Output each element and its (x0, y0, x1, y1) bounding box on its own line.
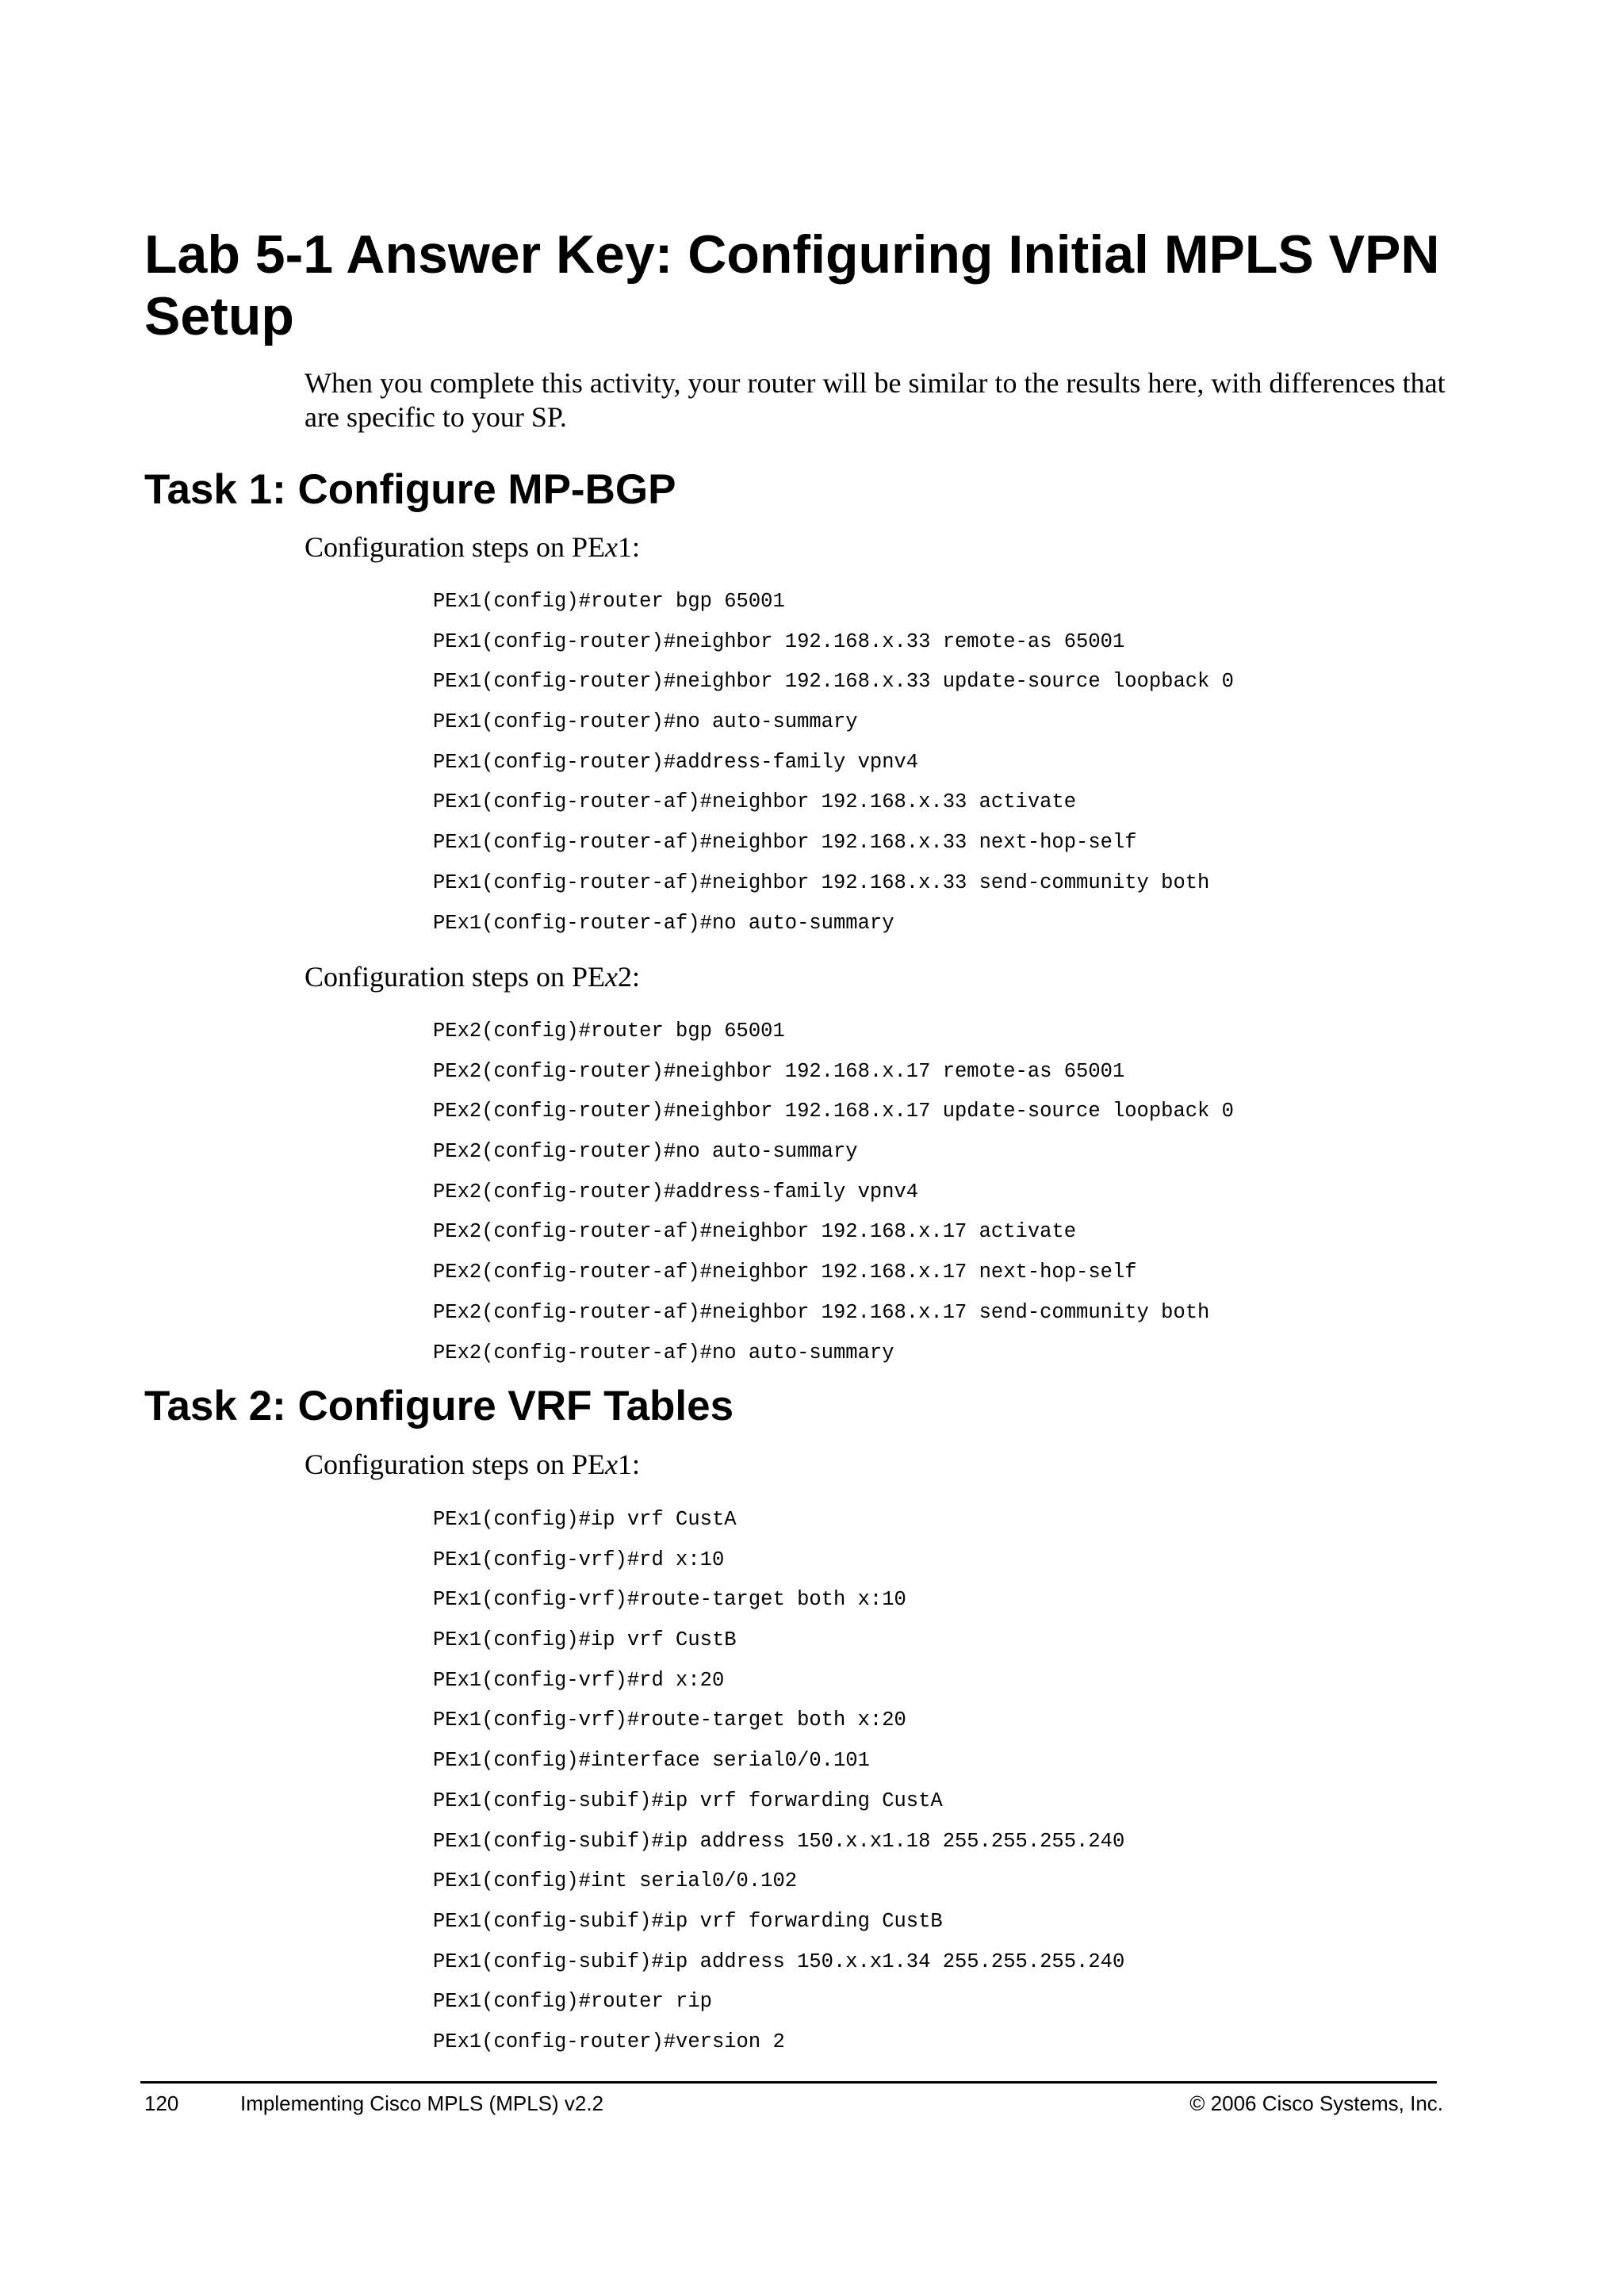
config-line: PEx1(config-router)#neighbor 192.168.x.33 update-source loopback 0 (433, 670, 1234, 694)
task2-pex1-config (433, 1500, 1124, 2063)
config-line: PEx1(config)#interface serial0/0.101 (433, 1749, 870, 1773)
config-line: PEx1(config-router-af)#neighbor 192.168.x.33 send-community both (433, 871, 1210, 894)
page-title: Lab 5-1 Answer Key: Configuring Initial MPLS VPN Setup (144, 224, 1440, 346)
config-line: PEx2(config-router-af)#neighbor 192.168.x.17 send-community both (433, 1300, 1210, 1324)
task2-pex1-steps-label: Configuration steps on PEx1: (304, 1448, 640, 1480)
config-line: PEx1(config-vrf)#route-target both x:10 (433, 1588, 906, 1612)
config-line: PEx1(config-router-af)#no auto-summary (433, 911, 894, 935)
config-line: PEx1(config-subif)#ip vrf forwarding CustA (433, 1789, 943, 1812)
config-line: PEx2(config-router-af)#neighbor 192.168.x.17 activate (433, 1220, 1077, 1244)
config-line: PEx1(config)#ip vrf CustA (433, 1508, 737, 1531)
footer-page-number: 120 (144, 2091, 179, 2115)
config-line: PEx1(config-router-af)#neighbor 192.168.x.33 activate (433, 790, 1077, 814)
config-line: PEx1(config-vrf)#rd x:10 (433, 1548, 725, 1571)
intro-paragraph: When you complete this activity, your router will be similar to the results here, with differences that are specific to your SP. (304, 367, 1446, 433)
task1-pex2-steps-label: Configuration steps on PEx2: (304, 961, 640, 993)
footer-course-title: Implementing Cisco MPLS (MPLS) v2.2 (240, 2091, 604, 2115)
config-line: PEx2(config-router-af)#no auto-summary (433, 1341, 894, 1364)
task1-pex2-config (433, 1012, 1234, 1373)
config-line: PEx1(config)#router bgp 65001 (433, 590, 785, 613)
config-line: PEx1(config-router)#version 2 (433, 2030, 785, 2053)
task2-heading: Task 2: Configure VRF Tables (144, 1383, 734, 1429)
config-line: PEx1(config-subif)#ip address 150.x.x1.18 255.255.255.240 (433, 1829, 1125, 1853)
config-line: PEx1(config)#router rip (433, 1990, 712, 2014)
config-line: PEx1(config-router)#neighbor 192.168.x.33 remote-as 65001 (433, 629, 1125, 653)
config-line: PEx2(config)#router bgp 65001 (433, 1020, 785, 1043)
config-line: PEx1(config-subif)#ip address 150.x.x1.34 255.255.255.240 (433, 1950, 1125, 1973)
config-line: PEx1(config)#int serial0/0.102 (433, 1869, 798, 1893)
config-line: PEx1(config-router)#no auto-summary (433, 710, 858, 734)
footer-divider (140, 2081, 1437, 2084)
config-line: PEx1(config-vrf)#rd x:20 (433, 1668, 725, 1692)
config-line: PEx1(config)#ip vrf CustB (433, 1628, 737, 1652)
config-line: PEx1(config-router)#address-family vpnv4 (433, 750, 919, 774)
config-line: PEx2(config-router)#neighbor 192.168.x.17 remote-as 65001 (433, 1059, 1125, 1083)
footer-copyright: © 2006 Cisco Systems, Inc. (1189, 2091, 1443, 2115)
config-line: PEx1(config-vrf)#route-target both x:20 (433, 1709, 906, 1732)
config-line: PEx1(config-subif)#ip vrf forwarding CustB (433, 1909, 943, 1933)
config-line: PEx1(config-router-af)#neighbor 192.168.x.33 next-hop-self (433, 831, 1137, 855)
config-line: PEx2(config-router)#no auto-summary (433, 1140, 858, 1164)
task1-pex1-config (433, 582, 1234, 943)
config-line: PEx2(config-router)#neighbor 192.168.x.17 update-source loopback 0 (433, 1100, 1234, 1123)
config-line: PEx2(config-router-af)#neighbor 192.168.x.17 next-hop-self (433, 1261, 1137, 1284)
config-line: PEx2(config-router)#address-family vpnv4 (433, 1180, 919, 1203)
task1-heading: Task 1: Configure MP-BGP (144, 466, 676, 513)
task1-pex1-steps-label: Configuration steps on PEx1: (304, 531, 640, 563)
